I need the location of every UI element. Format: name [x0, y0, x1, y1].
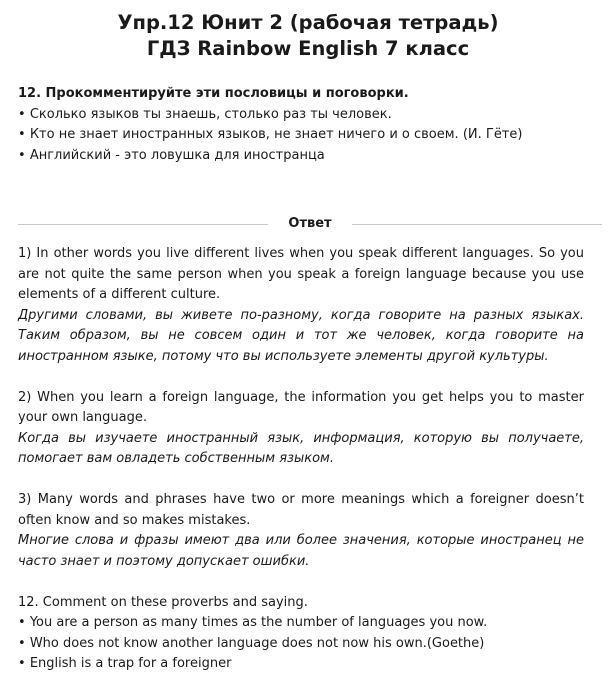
page-title: Упр.12 Юнит 2 (рабочая тетрадь): [117, 11, 499, 34]
answer-block: [18, 490, 584, 572]
divider-right: [352, 224, 602, 225]
answer-separator: [18, 214, 602, 234]
translation-item: • You are a person as many times as the number of languages you now.: [18, 613, 584, 634]
task-block: [18, 84, 608, 166]
answer-russian: Когда вы изучаете иностранный язык, информация, которую вы получаете, помогает вам овладеть собственным языком.: [18, 430, 584, 466]
answer-english: 2) When you learn a foreign language, the information you get helps you to master your own language.: [18, 389, 584, 425]
task-heading: 12. Прокомментируйте эти пословицы и поговорки.: [18, 86, 409, 101]
task-item: • Сколько языков ты знаешь, столько раз ты человек.: [18, 105, 608, 126]
page-subtitle: ГДЗ Rainbow English 7 класс: [146, 37, 470, 60]
translation-heading: 12. Comment on these proverbs and saying.: [18, 594, 308, 610]
answer-russian: Многие слова и фразы имеют два или более значения, которые иностранец не часто знает и поэтому допускает ошибки.: [18, 533, 584, 569]
answer-block: [18, 388, 584, 470]
answer-english: 3) Many words and phrases have two or more meanings which a foreigner doesn’t often know and so makes mistakes.: [18, 492, 584, 528]
answers-section: [18, 244, 584, 675]
translation-item: • English is a trap for a foreigner: [18, 654, 584, 675]
answer-label: Ответ: [288, 216, 332, 231]
answer-english: 1) In other words you live different lives when you speak different languages. So you are not quite the same person when you speak a foreign language because you use elements of a different culture.: [18, 246, 584, 302]
answer-russian: Другими словами, вы живете по-разному, когда говорите на разных языках. Таким образом, вы не совсем один и тот же человек, когда говорите на иностранном языке, потому что вы используете элементы другой культуры.: [18, 307, 584, 364]
translation-item: • Who does not know another language does not now his own.(Goethe): [18, 634, 584, 655]
answer-block: [18, 244, 584, 367]
task-item: • Английский - это ловушка для иностранца: [18, 146, 608, 167]
divider-left: [18, 224, 268, 225]
task-item: • Кто не знает иностранных языков, не знает ничего и о своем. (И. Гёте): [18, 125, 608, 146]
translation-block: [18, 593, 584, 675]
